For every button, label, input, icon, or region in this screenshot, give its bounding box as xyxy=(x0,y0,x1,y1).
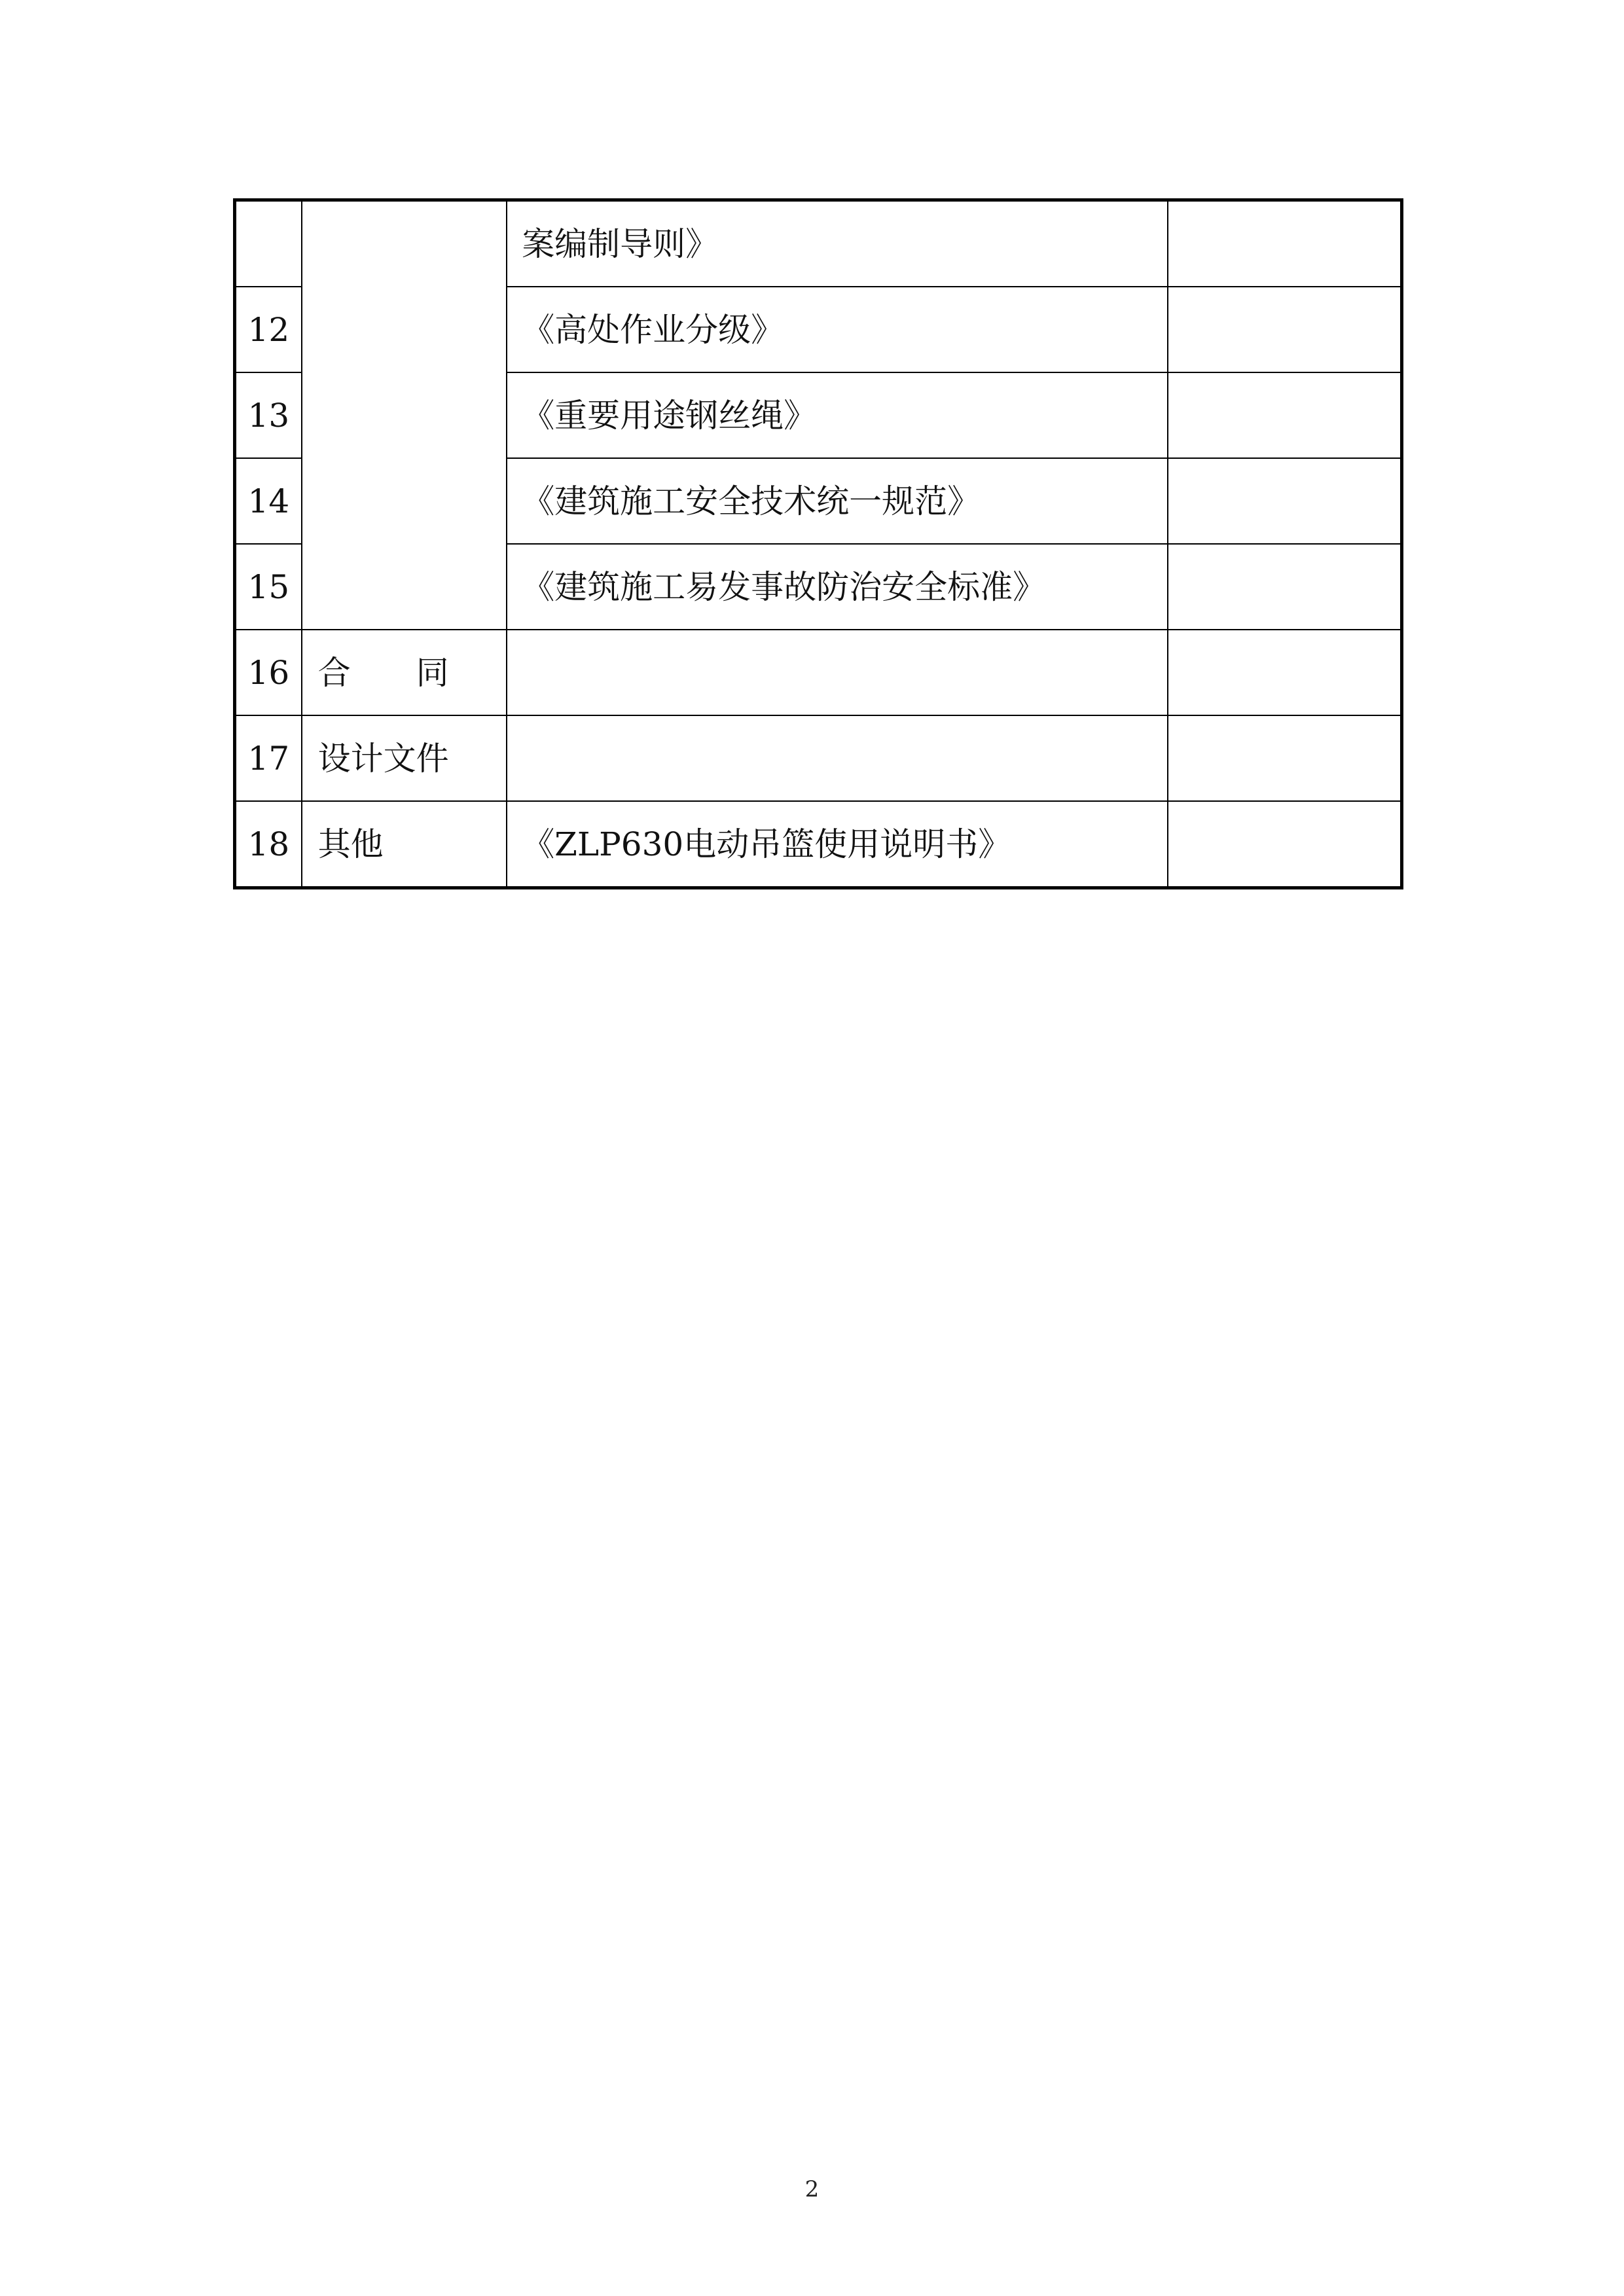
document-name-cell: 《建筑施工易发事故防治安全标准》 xyxy=(507,544,1168,630)
row-number-cell xyxy=(235,200,302,287)
document-name-cell: 《建筑施工安全技术统一规范》 xyxy=(507,458,1168,544)
category-cell xyxy=(302,630,507,715)
remark-cell xyxy=(1168,200,1402,287)
remark-cell xyxy=(1168,630,1402,715)
remark-cell xyxy=(1168,372,1402,458)
category-cell: 设计文件 xyxy=(302,715,507,801)
document-name-cell: 《重要用途钢丝绳》 xyxy=(507,372,1168,458)
remark-cell xyxy=(1168,801,1402,888)
row-number-cell: 13 xyxy=(235,372,302,458)
remark-cell xyxy=(1168,458,1402,544)
remark-cell xyxy=(1168,287,1402,372)
row-number-cell: 14 xyxy=(235,458,302,544)
table-row xyxy=(235,200,1402,287)
row-number-cell: 15 xyxy=(235,544,302,630)
document-name-cell xyxy=(507,715,1168,801)
remark-cell xyxy=(1168,715,1402,801)
reference-documents-table xyxy=(233,198,1403,889)
document-name-cell: 《高处作业分级》 xyxy=(507,287,1168,372)
row-number-cell: 16 xyxy=(235,630,302,715)
row-number-cell: 17 xyxy=(235,715,302,801)
document-name-cell xyxy=(507,630,1168,715)
table-row xyxy=(235,630,1402,715)
row-number-cell: 18 xyxy=(235,801,302,888)
row-number-cell: 12 xyxy=(235,287,302,372)
category-cell-standards xyxy=(302,200,507,630)
document-name-cell: 《ZLP630电动吊篮使用说明书》 xyxy=(507,801,1168,888)
page-number: 2 xyxy=(804,2176,820,2202)
table-row xyxy=(235,801,1402,888)
category-label-part: 同 xyxy=(416,653,449,692)
table-row xyxy=(235,715,1402,801)
document-name-cell: 案编制导则》 xyxy=(507,200,1168,287)
category-label-part: 合 xyxy=(317,653,351,692)
category-cell: 其他 xyxy=(302,801,507,888)
remark-cell xyxy=(1168,544,1402,630)
